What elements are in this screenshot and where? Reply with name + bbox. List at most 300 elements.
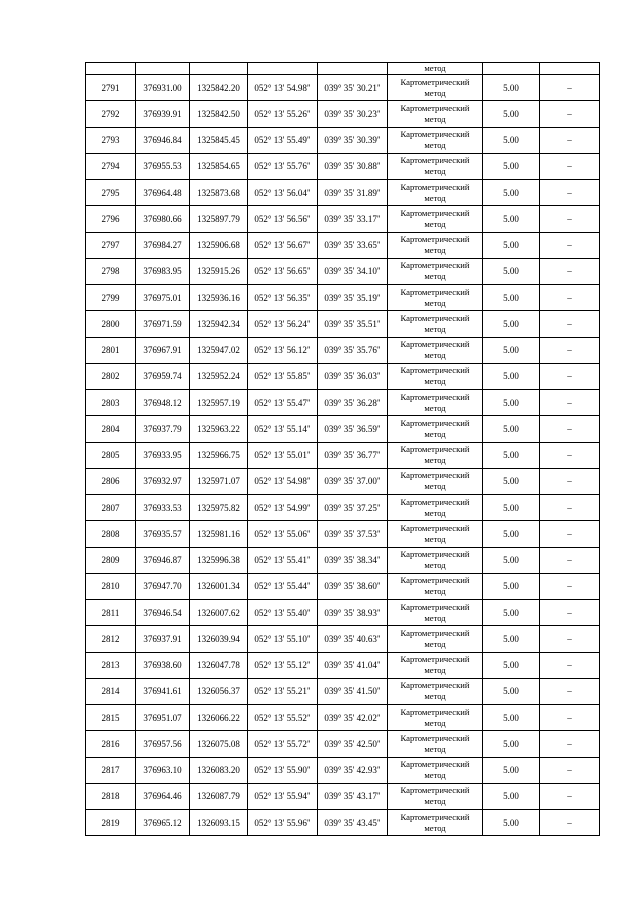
longitude-cell: 039° 35' 42.02" [318,705,388,731]
y-coordinate-cell: 1325845.45 [190,127,248,153]
method-text: метод [424,586,446,597]
note-cell: – [540,705,600,731]
point-number-cell: 2807 [86,495,136,521]
y-coordinate-cell: 1325854.65 [190,153,248,179]
table-row [86,153,600,179]
longitude-cell: 039° 35' 38.34" [318,547,388,573]
longitude-cell: 039° 35' 35.76" [318,337,388,363]
table-row [86,337,600,363]
table-row [86,363,600,389]
table-row [86,810,600,836]
x-coordinate-cell: 376948.12 [136,390,190,416]
method-cell [388,232,483,258]
method-cell [388,468,483,494]
point-number-cell: 2792 [86,101,136,127]
table-row [86,416,600,442]
note-cell: – [540,810,600,836]
x-coordinate-cell: 376963.10 [136,757,190,783]
table-row [86,285,600,311]
method-text: метод [424,87,446,98]
table-row [86,652,600,678]
accuracy-cell: 5.00 [483,600,540,626]
note-cell: – [540,337,600,363]
method-text: метод [424,612,446,623]
method-text: Картометрический [400,339,470,350]
point-number-cell: 2818 [86,783,136,809]
longitude-cell: 039° 35' 36.28" [318,390,388,416]
point-number-cell: 2806 [86,468,136,494]
note-cell: – [540,153,600,179]
longitude-cell: 039° 35' 36.59" [318,416,388,442]
note-cell: – [540,180,600,206]
note-cell: – [540,101,600,127]
longitude-cell: 039° 35' 34.10" [318,258,388,284]
method-text: метод [424,770,446,781]
longitude-cell: 039° 35' 38.93" [318,600,388,626]
latitude-cell: 052° 13' 55.41" [248,547,318,573]
longitude-cell: 039° 35' 30.88" [318,153,388,179]
latitude-cell: 052° 13' 55.52" [248,705,318,731]
point-number-cell: 2793 [86,127,136,153]
latitude-cell: 052° 13' 55.44" [248,573,318,599]
y-coordinate-cell: 1325842.20 [190,75,248,101]
method-cell [388,731,483,757]
accuracy-cell: 5.00 [483,232,540,258]
method-cell [388,311,483,337]
longitude-cell: 039° 35' 30.39" [318,127,388,153]
point-number-cell: 2813 [86,652,136,678]
point-number-cell: 2802 [86,363,136,389]
method-cell [388,652,483,678]
point-number-cell: 2811 [86,600,136,626]
table-row [86,495,600,521]
longitude-cell: 039° 35' 37.25" [318,495,388,521]
accuracy-cell: 5.00 [483,390,540,416]
method-text: Картометрический [400,496,470,507]
method-cell [388,101,483,127]
longitude-cell: 039° 35' 36.77" [318,442,388,468]
x-coordinate-cell: 376938.60 [136,652,190,678]
x-coordinate-cell: 376946.84 [136,127,190,153]
y-coordinate-cell: 1326066.22 [190,705,248,731]
method-cell [388,337,483,363]
accuracy-cell: 5.00 [483,626,540,652]
method-text: Картометрический [400,470,470,481]
method-text: метод [424,323,446,334]
x-coordinate-cell: 376946.54 [136,600,190,626]
x-coordinate-cell: 376932.97 [136,468,190,494]
method-cell [388,363,483,389]
accuracy-cell: 5.00 [483,153,540,179]
method-cell [388,416,483,442]
method-cell [388,573,483,599]
longitude-cell: 039° 35' 30.23" [318,101,388,127]
method-cell [388,600,483,626]
y-coordinate-cell: 1325906.68 [190,232,248,258]
latitude-cell: 052° 13' 55.14" [248,416,318,442]
method-text: Картометрический [400,417,470,428]
method-text: Картометрический [400,680,470,691]
method-cell [388,626,483,652]
y-coordinate-cell: 1325957.19 [190,390,248,416]
accuracy-cell: 5.00 [483,363,540,389]
table-row [86,180,600,206]
accuracy-cell: 5.00 [483,442,540,468]
x-coordinate-cell: 376933.53 [136,495,190,521]
note-cell: – [540,311,600,337]
note-cell: – [540,573,600,599]
method-text: метод [424,717,446,728]
latitude-cell: 052° 13' 56.56" [248,206,318,232]
method-cell [388,705,483,731]
accuracy-cell: 5.00 [483,757,540,783]
x-coordinate-cell: 376946.87 [136,547,190,573]
method-text: метод [424,140,446,151]
method-text: Картометрический [400,155,470,166]
accuracy-cell: 5.00 [483,75,540,101]
latitude-cell: 052° 13' 55.06" [248,521,318,547]
accuracy-cell: 5.00 [483,337,540,363]
accuracy-cell: 5.00 [483,573,540,599]
table-row [86,101,600,127]
y-coordinate-cell: 1326001.34 [190,573,248,599]
method-text: метод [424,218,446,229]
y-coordinate-cell: 1325897.79 [190,206,248,232]
latitude-cell: 052° 13' 55.49" [248,127,318,153]
coordinates-table [85,62,600,836]
longitude-cell: 039° 35' 35.51" [318,311,388,337]
method-text: метод [424,481,446,492]
note-cell: – [540,285,600,311]
x-coordinate-cell: 376957.56 [136,731,190,757]
latitude-cell: 052° 13' 55.01" [248,442,318,468]
y-coordinate-cell: 1325952.24 [190,363,248,389]
accuracy-cell: 5.00 [483,652,540,678]
longitude-cell: 039° 35' 35.19" [318,285,388,311]
method-text: Картометрический [400,129,470,140]
latitude-cell: 052° 13' 55.10" [248,626,318,652]
latitude-cell: 052° 13' 55.76" [248,153,318,179]
x-coordinate-cell: 376937.91 [136,626,190,652]
latitude-cell: 052° 13' 56.24" [248,311,318,337]
method-text: Картометрический [400,575,470,586]
method-cell [388,783,483,809]
note-cell: – [540,363,600,389]
y-coordinate-cell: 1325936.16 [190,285,248,311]
note-cell: – [540,232,600,258]
note-cell: – [540,757,600,783]
cell-empty [483,63,540,75]
cell-empty [136,63,190,75]
table-row [86,573,600,599]
note-cell: – [540,127,600,153]
y-coordinate-cell: 1325975.82 [190,495,248,521]
cell-empty [86,63,136,75]
x-coordinate-cell: 376937.79 [136,416,190,442]
point-number-cell: 2798 [86,258,136,284]
method-text: метод [424,665,446,676]
y-coordinate-cell: 1326007.62 [190,600,248,626]
latitude-cell: 052° 13' 55.94" [248,783,318,809]
method-text: метод [424,297,446,308]
point-number-cell: 2791 [86,75,136,101]
x-coordinate-cell: 376975.01 [136,285,190,311]
note-cell: – [540,521,600,547]
method-text: Картометрический [400,706,470,717]
y-coordinate-cell: 1325966.75 [190,442,248,468]
note-cell: – [540,206,600,232]
latitude-cell: 052° 13' 54.98" [248,468,318,494]
note-cell: – [540,600,600,626]
method-text: метод [424,192,446,203]
method-text: Картометрический [400,102,470,113]
method-cell [388,127,483,153]
table-row [86,232,600,258]
point-number-cell: 2796 [86,206,136,232]
note-cell: – [540,468,600,494]
x-coordinate-cell: 376951.07 [136,705,190,731]
table-row [86,127,600,153]
method-text: Картометрический [400,732,470,743]
x-coordinate-cell: 376965.12 [136,810,190,836]
latitude-cell: 052° 13' 54.99" [248,495,318,521]
longitude-cell: 039° 35' 37.00" [318,468,388,494]
method-text: Картометрический [400,522,470,533]
accuracy-cell: 5.00 [483,258,540,284]
x-coordinate-cell: 376947.70 [136,573,190,599]
cell-empty [318,63,388,75]
latitude-cell: 052° 13' 55.12" [248,652,318,678]
longitude-cell: 039° 35' 36.03" [318,363,388,389]
latitude-cell: 052° 13' 56.35" [248,285,318,311]
accuracy-cell: 5.00 [483,783,540,809]
method-text: метод [424,245,446,256]
method-text: Картометрический [400,312,470,323]
table-row [86,442,600,468]
method-cell [388,258,483,284]
cell-empty [248,63,318,75]
point-number-cell: 2804 [86,416,136,442]
point-number-cell: 2808 [86,521,136,547]
point-number-cell: 2819 [86,810,136,836]
method-text: Картометрический [400,785,470,796]
x-coordinate-cell: 376984.27 [136,232,190,258]
x-coordinate-cell: 376931.00 [136,75,190,101]
longitude-cell: 039° 35' 41.50" [318,678,388,704]
method-text: метод [424,822,446,833]
y-coordinate-cell: 1325963.22 [190,416,248,442]
point-number-cell: 2810 [86,573,136,599]
method-cell [388,547,483,573]
method-cell [388,442,483,468]
latitude-cell: 052° 13' 55.26" [248,101,318,127]
y-coordinate-cell: 1325947.02 [190,337,248,363]
table-row [86,731,600,757]
latitude-cell: 052° 13' 56.12" [248,337,318,363]
latitude-cell: 052° 13' 55.47" [248,390,318,416]
table-row [86,75,600,101]
note-cell: – [540,731,600,757]
x-coordinate-cell: 376939.91 [136,101,190,127]
y-coordinate-cell: 1326047.78 [190,652,248,678]
method-tail-cell: метод [388,63,483,75]
method-text: метод [424,350,446,361]
latitude-cell: 052° 13' 56.65" [248,258,318,284]
accuracy-cell: 5.00 [483,810,540,836]
table-row [86,757,600,783]
x-coordinate-cell: 376964.48 [136,180,190,206]
method-text: Картометрический [400,549,470,560]
table-body [86,63,600,836]
method-text: метод [424,743,446,754]
note-cell: – [540,75,600,101]
method-text: Картометрический [400,207,470,218]
longitude-cell: 039° 35' 30.21" [318,75,388,101]
note-cell: – [540,783,600,809]
longitude-cell: 039° 35' 37.53" [318,521,388,547]
method-text: Картометрический [400,234,470,245]
note-cell: – [540,416,600,442]
longitude-cell: 039° 35' 33.17" [318,206,388,232]
longitude-cell: 039° 35' 41.04" [318,652,388,678]
table-row [86,626,600,652]
x-coordinate-cell: 376983.95 [136,258,190,284]
y-coordinate-cell: 1325971.07 [190,468,248,494]
method-text: метод [424,402,446,413]
x-coordinate-cell: 376955.53 [136,153,190,179]
method-cell [388,390,483,416]
table-row-fragment [86,63,600,75]
table-row [86,258,600,284]
table-row [86,678,600,704]
longitude-cell: 039° 35' 38.60" [318,573,388,599]
table-row [86,600,600,626]
method-text: метод [424,796,446,807]
longitude-cell: 039° 35' 43.45" [318,810,388,836]
accuracy-cell: 5.00 [483,678,540,704]
method-text: Картометрический [400,654,470,665]
longitude-cell: 039° 35' 42.50" [318,731,388,757]
method-cell [388,810,483,836]
method-text: метод [424,560,446,571]
method-text: метод [424,638,446,649]
latitude-cell: 052° 13' 55.72" [248,731,318,757]
y-coordinate-cell: 1325996.38 [190,547,248,573]
method-text: Картометрический [400,759,470,770]
note-cell: – [540,626,600,652]
accuracy-cell: 5.00 [483,495,540,521]
method-cell [388,153,483,179]
method-text: Картометрический [400,181,470,192]
point-number-cell: 2817 [86,757,136,783]
point-number-cell: 2800 [86,311,136,337]
method-text: Картометрический [400,601,470,612]
point-number-cell: 2803 [86,390,136,416]
point-number-cell: 2797 [86,232,136,258]
y-coordinate-cell: 1326075.08 [190,731,248,757]
method-text: метод [424,533,446,544]
latitude-cell: 052° 13' 56.67" [248,232,318,258]
table-row [86,206,600,232]
table-row [86,468,600,494]
table-row [86,311,600,337]
accuracy-cell: 5.00 [483,521,540,547]
method-text: Картометрический [400,260,470,271]
note-cell: – [540,547,600,573]
method-text: метод [424,691,446,702]
y-coordinate-cell: 1325981.16 [190,521,248,547]
method-text: метод [424,376,446,387]
method-cell [388,521,483,547]
y-coordinate-cell: 1325842.50 [190,101,248,127]
note-cell: – [540,652,600,678]
x-coordinate-cell: 376935.57 [136,521,190,547]
latitude-cell: 052° 13' 56.04" [248,180,318,206]
latitude-cell: 052° 13' 55.40" [248,600,318,626]
accuracy-cell: 5.00 [483,416,540,442]
table-row [86,521,600,547]
table-row [86,390,600,416]
x-coordinate-cell: 376941.61 [136,678,190,704]
x-coordinate-cell: 376964.46 [136,783,190,809]
method-text: метод [424,455,446,466]
method-text: метод [424,113,446,124]
note-cell: – [540,495,600,521]
method-text: Картометрический [400,391,470,402]
point-number-cell: 2814 [86,678,136,704]
method-cell [388,206,483,232]
table-row [86,783,600,809]
point-number-cell: 2805 [86,442,136,468]
method-text: Картометрический [400,365,470,376]
method-text: Картометрический [400,76,470,87]
latitude-cell: 052° 13' 55.21" [248,678,318,704]
accuracy-cell: 5.00 [483,127,540,153]
y-coordinate-cell: 1325873.68 [190,180,248,206]
accuracy-cell: 5.00 [483,101,540,127]
latitude-cell: 052° 13' 54.98" [248,75,318,101]
method-text: метод [424,428,446,439]
longitude-cell: 039° 35' 42.93" [318,757,388,783]
note-cell: – [540,258,600,284]
longitude-cell: 039° 35' 31.89" [318,180,388,206]
point-number-cell: 2816 [86,731,136,757]
longitude-cell: 039° 35' 43.17" [318,783,388,809]
note-cell: – [540,390,600,416]
latitude-cell: 052° 13' 55.90" [248,757,318,783]
table-row [86,705,600,731]
method-cell [388,180,483,206]
point-number-cell: 2801 [86,337,136,363]
accuracy-cell: 5.00 [483,285,540,311]
cell-empty [190,63,248,75]
x-coordinate-cell: 376933.95 [136,442,190,468]
latitude-cell: 052° 13' 55.96" [248,810,318,836]
longitude-cell: 039° 35' 40.63" [318,626,388,652]
method-cell [388,285,483,311]
x-coordinate-cell: 376971.59 [136,311,190,337]
method-cell [388,757,483,783]
accuracy-cell: 5.00 [483,705,540,731]
point-number-cell: 2794 [86,153,136,179]
method-text: метод [424,166,446,177]
method-cell [388,678,483,704]
y-coordinate-cell: 1325915.26 [190,258,248,284]
method-text: Картометрический [400,811,470,822]
method-cell [388,75,483,101]
point-number-cell: 2812 [86,626,136,652]
method-text: метод [424,507,446,518]
